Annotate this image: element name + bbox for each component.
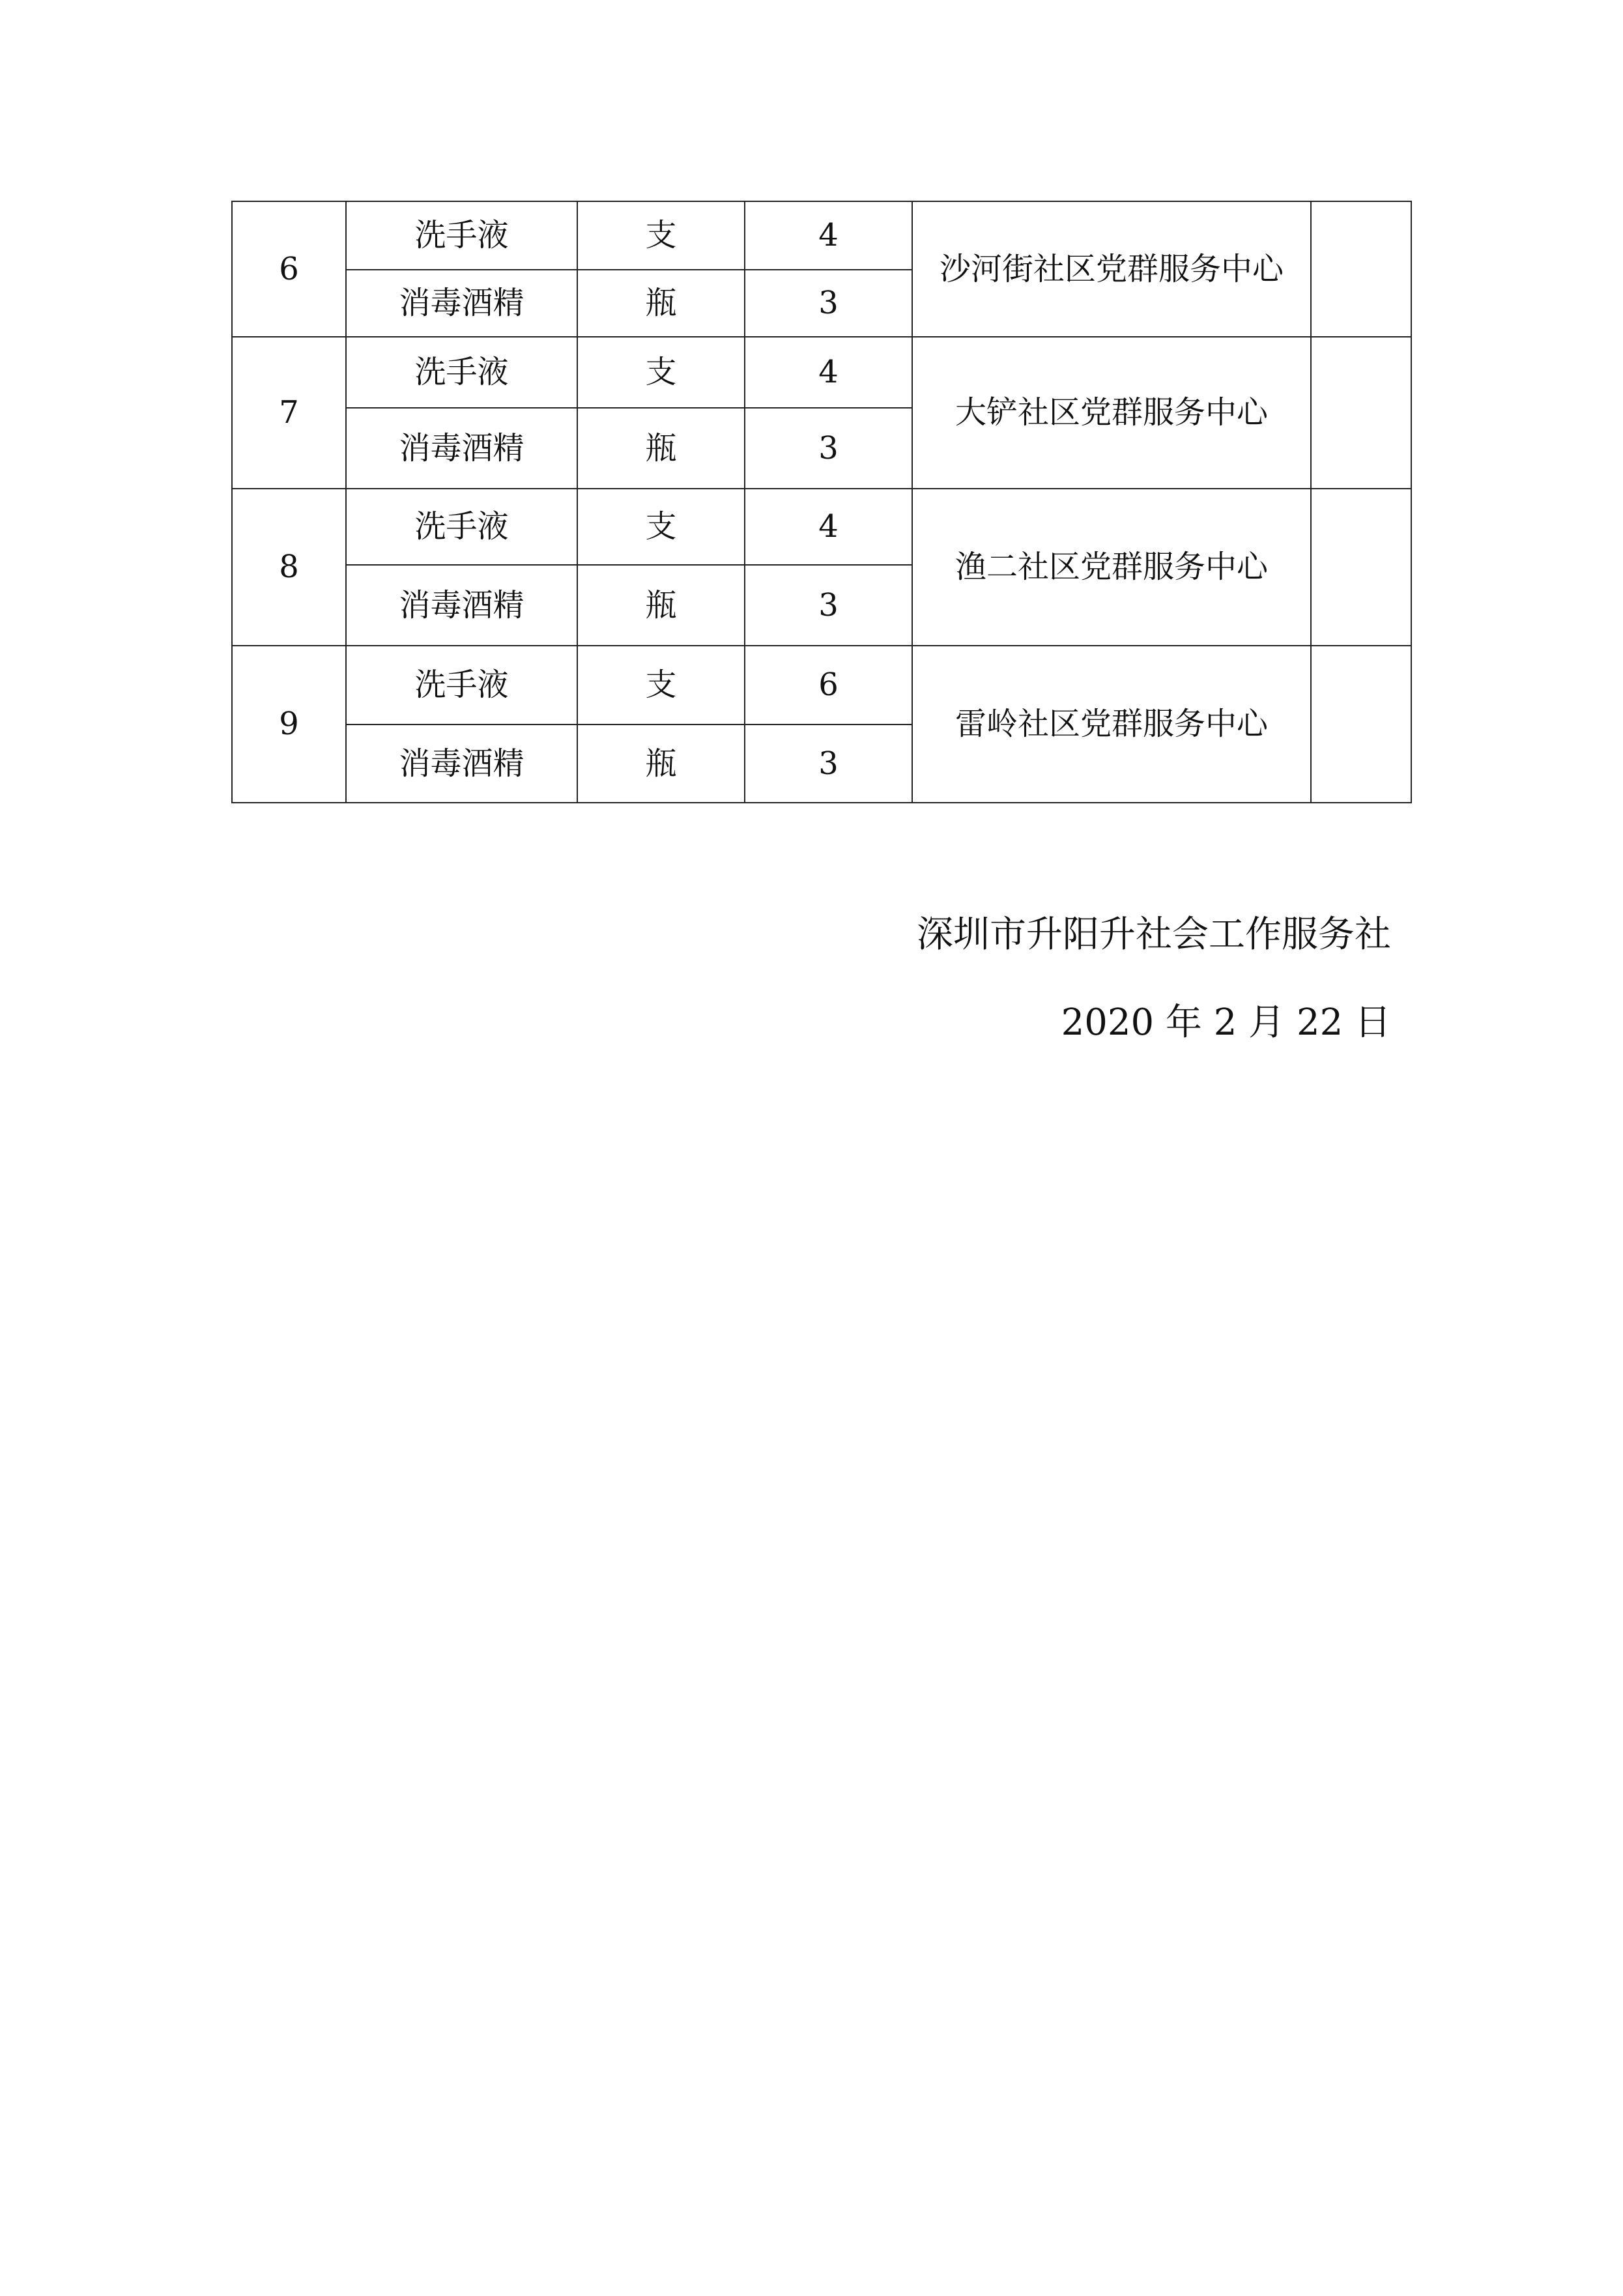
item-quantity-cell: 6	[745, 646, 912, 725]
item-unit-cell: 瓶	[577, 270, 745, 337]
note-cell	[1311, 337, 1411, 489]
row-number-cell: 8	[232, 489, 346, 646]
item-quantity-cell: 4	[745, 489, 912, 565]
item-unit-cell: 瓶	[577, 408, 745, 489]
recipient-cell: 雷岭社区党群服务中心	[912, 646, 1311, 803]
table-row	[232, 646, 1411, 725]
item-name-cell: 消毒酒精	[346, 270, 577, 337]
table-row	[232, 337, 1411, 408]
item-quantity-cell: 4	[745, 337, 912, 408]
item-unit-cell: 支	[577, 489, 745, 565]
item-name-cell: 消毒酒精	[346, 725, 577, 803]
item-name-cell: 消毒酒精	[346, 408, 577, 489]
item-quantity-cell: 3	[745, 565, 912, 646]
item-unit-cell: 支	[577, 646, 745, 725]
recipient-cell: 沙河街社区党群服务中心	[912, 201, 1311, 337]
row-number-cell: 6	[232, 201, 346, 337]
item-name-cell: 洗手液	[346, 489, 577, 565]
table-row	[232, 489, 1411, 565]
table-row	[232, 201, 1411, 270]
item-name-cell: 洗手液	[346, 201, 577, 270]
signature-date: 2020 年 2 月 22 日	[1061, 1001, 1391, 1044]
item-unit-cell: 支	[577, 201, 745, 270]
row-number-cell: 9	[232, 646, 346, 803]
item-quantity-cell: 3	[745, 408, 912, 489]
item-quantity-cell: 3	[745, 725, 912, 803]
item-quantity-cell: 4	[745, 201, 912, 270]
recipient-cell: 大铲社区党群服务中心	[912, 337, 1311, 489]
item-unit-cell: 瓶	[577, 725, 745, 803]
item-unit-cell: 瓶	[577, 565, 745, 646]
row-number-cell: 7	[232, 337, 346, 489]
organization-signature: 深圳市升阳升社会工作服务社	[917, 913, 1391, 956]
item-unit-cell: 支	[577, 337, 745, 408]
note-cell	[1311, 201, 1411, 337]
item-name-cell: 消毒酒精	[346, 565, 577, 646]
item-quantity-cell: 3	[745, 270, 912, 337]
note-cell	[1311, 489, 1411, 646]
note-cell	[1311, 646, 1411, 803]
item-name-cell: 洗手液	[346, 337, 577, 408]
recipient-cell: 渔二社区党群服务中心	[912, 489, 1311, 646]
item-name-cell: 洗手液	[346, 646, 577, 725]
donation-table	[231, 201, 1412, 803]
